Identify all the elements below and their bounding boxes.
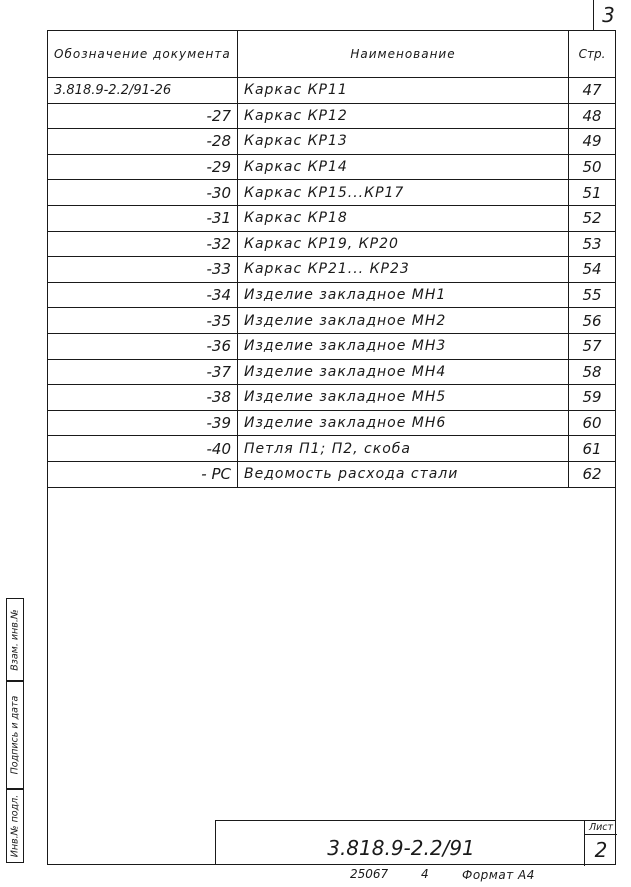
row-page: 47	[569, 78, 616, 104]
header-name: Наименование	[238, 31, 569, 78]
table-row	[48, 103, 616, 129]
row-designation: - РС	[48, 461, 238, 487]
title-sheet-label: Лист	[585, 821, 617, 835]
row-page: 51	[569, 180, 616, 206]
row-name: Изделие закладное МН4	[238, 359, 569, 385]
row-page: 48	[569, 103, 616, 129]
side-cell-sign-date	[6, 681, 24, 789]
row-page: 49	[569, 129, 616, 155]
row-designation: -38	[48, 385, 238, 411]
row-name: Изделие закладное МН6	[238, 410, 569, 436]
row-designation: -32	[48, 231, 238, 257]
row-page: 62	[569, 461, 616, 487]
row-name: Изделие закладное МН3	[238, 333, 569, 359]
contents-table	[47, 30, 616, 488]
table-row	[48, 359, 616, 385]
footer-copy: 4	[421, 867, 429, 881]
row-name: Каркас КР19, КР20	[238, 231, 569, 257]
row-name: Каркас КР13	[238, 129, 569, 155]
row-name: Каркас КР21... КР23	[238, 257, 569, 283]
row-name: Петля П1; П2, скоба	[238, 436, 569, 462]
row-designation: -31	[48, 205, 238, 231]
row-designation: -40	[48, 436, 238, 462]
table-row	[48, 410, 616, 436]
table-header	[48, 31, 616, 78]
row-page: 54	[569, 257, 616, 283]
title-doc-code: 3.818.9-2.2/91	[327, 836, 475, 860]
table-row	[48, 154, 616, 180]
row-designation: -28	[48, 129, 238, 155]
side-label-inv-orig: Инв.№ подл.	[9, 794, 21, 858]
row-page: 58	[569, 359, 616, 385]
row-page: 52	[569, 205, 616, 231]
table-row	[48, 308, 616, 334]
side-stamp	[6, 598, 24, 863]
row-page: 50	[569, 154, 616, 180]
table-row	[48, 180, 616, 206]
table-row	[48, 205, 616, 231]
table-row	[48, 333, 616, 359]
corner-sheet-number: 3	[593, 0, 623, 30]
row-name: Изделие закладное МН2	[238, 308, 569, 334]
row-designation: -35	[48, 308, 238, 334]
side-cell-replace-inv	[6, 598, 24, 681]
title-sheet-value: 2	[594, 838, 608, 862]
side-label-replace-inv: Взам. инв.№	[9, 608, 21, 671]
row-page: 59	[569, 385, 616, 411]
row-designation: -33	[48, 257, 238, 283]
row-page: 60	[569, 410, 616, 436]
row-name: Каркас КР11	[238, 78, 569, 104]
row-name: Каркас КР14	[238, 154, 569, 180]
row-designation: -34	[48, 282, 238, 308]
table-row	[48, 385, 616, 411]
table-row	[48, 231, 616, 257]
table-row	[48, 129, 616, 155]
table-row	[48, 282, 616, 308]
row-name: Изделие закладное МН1	[238, 282, 569, 308]
row-page: 61	[569, 436, 616, 462]
row-page: 55	[569, 282, 616, 308]
row-designation: -30	[48, 180, 238, 206]
row-designation: -39	[48, 410, 238, 436]
side-label-sign-date: Подпись и дата	[9, 695, 21, 775]
row-designation: -27	[48, 103, 238, 129]
row-name: Изделие закладное МН5	[238, 385, 569, 411]
row-name: Каркас КР15...КР17	[238, 180, 569, 206]
row-designation: -29	[48, 154, 238, 180]
header-page: Стр.	[569, 31, 616, 78]
row-name: Каркас КР18	[238, 205, 569, 231]
table-row	[48, 436, 616, 462]
title-block	[215, 820, 616, 865]
row-name: Ведомость расхода стали	[238, 461, 569, 487]
row-designation: -36	[48, 333, 238, 359]
row-page: 57	[569, 333, 616, 359]
header-designation: Обозначение документа	[48, 31, 238, 78]
title-sheet-box	[584, 821, 617, 866]
row-page: 56	[569, 308, 616, 334]
row-designation: 3.818.9-2.2/91-26	[48, 78, 238, 104]
footer-number: 25067	[350, 867, 389, 881]
row-designation: -37	[48, 359, 238, 385]
table-row	[48, 78, 616, 104]
side-cell-inv-orig	[6, 789, 24, 863]
footer-format: Формат А4	[462, 868, 535, 882]
table-filler	[48, 487, 616, 488]
row-page: 53	[569, 231, 616, 257]
row-name: Каркас КР12	[238, 103, 569, 129]
table-row	[48, 257, 616, 283]
table-row	[48, 461, 616, 487]
